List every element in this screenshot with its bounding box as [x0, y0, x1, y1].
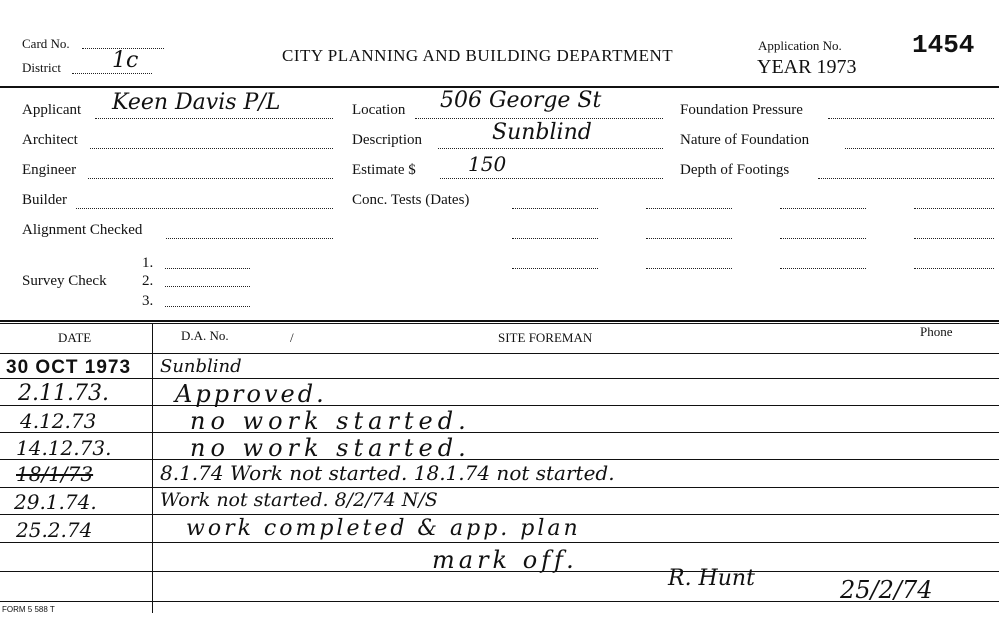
conc-line	[646, 238, 732, 239]
engineer-label: Engineer	[22, 162, 77, 178]
log-row-1-note: Sunblind	[160, 356, 242, 377]
row-line	[0, 542, 999, 543]
application-no-label: Application No.	[758, 38, 842, 53]
alignment-label: Alignment Checked	[22, 222, 143, 238]
row-line	[0, 378, 999, 379]
log-row-7-note: work completed & app. plan	[186, 516, 581, 541]
nature-line	[845, 148, 994, 149]
da-slash: /	[290, 330, 294, 345]
district-value: 1c	[112, 48, 139, 73]
district-label: District	[22, 60, 61, 75]
location-label: Location	[352, 102, 406, 118]
description-label: Description	[352, 132, 422, 148]
survey-1: 1.	[142, 255, 154, 271]
row-line	[0, 459, 999, 460]
estimate-label: Estimate $	[352, 162, 416, 178]
conc-line	[512, 208, 598, 209]
builder-label: Builder	[22, 192, 67, 208]
log-row-2-date: 2.11.73.	[18, 381, 109, 406]
log-row-4-note: no work started.	[190, 434, 471, 462]
survey-label: Survey Check	[22, 273, 107, 289]
site-foreman-header: SITE FOREMAN	[498, 330, 593, 345]
estimate-line	[440, 178, 663, 179]
row-line	[0, 514, 999, 515]
applicant-value: Keen Davis P/L	[112, 90, 281, 115]
conc-line	[780, 268, 866, 269]
applicant-label: Applicant	[22, 102, 82, 118]
date-header: DATE	[58, 330, 92, 345]
department-title: CITY PLANNING AND BUILDING DEPARTMENT	[282, 46, 674, 65]
log-row-6-date: 29.1.74.	[14, 490, 97, 514]
log-row-9-note: 25/2/74	[840, 576, 933, 604]
conc-line	[512, 238, 598, 239]
conc-line	[646, 268, 732, 269]
row-line	[0, 432, 999, 433]
architect-label: Architect	[22, 132, 78, 148]
application-no: 1454	[912, 30, 975, 60]
alignment-line	[166, 238, 333, 239]
foundation-pressure-line	[828, 118, 994, 119]
description-line	[438, 148, 663, 149]
log-row-3-note: no work started.	[190, 407, 471, 435]
conc-line	[646, 208, 732, 209]
depth-line	[818, 178, 994, 179]
log-row-2-note: Approved.	[175, 380, 327, 408]
engineer-line	[88, 178, 333, 179]
log-row-8-note: mark off.	[432, 546, 578, 574]
district-line	[72, 73, 152, 74]
estimate-value: 150	[468, 152, 507, 176]
location-value: 506 George St	[440, 88, 602, 113]
survey-3-line	[165, 306, 250, 307]
location-line	[415, 118, 663, 119]
survey-2: 2.	[142, 273, 154, 289]
date-column-divider	[152, 323, 153, 613]
log-row-1-date: 30 OCT 1973	[6, 357, 132, 378]
log-row-5-note: 8.1.74 Work not started. 18.1.74 not started.	[160, 461, 615, 485]
signature: R. Hunt	[668, 566, 755, 591]
nature-of-foundation-label: Nature of Foundation	[680, 132, 810, 148]
row-line	[0, 405, 999, 406]
log-row-5-date: 18/1/73	[16, 462, 94, 486]
survey-3: 3.	[142, 293, 154, 309]
conc-tests-label: Conc. Tests (Dates)	[352, 192, 470, 208]
conc-line	[914, 208, 994, 209]
conc-line	[914, 238, 994, 239]
row-line	[0, 487, 999, 488]
conc-line	[780, 208, 866, 209]
architect-line	[90, 148, 333, 149]
footer-code: FORM 5 588 T	[2, 605, 55, 614]
description-value: Sunblind	[492, 120, 592, 145]
divider-log-top-2	[0, 323, 999, 324]
survey-1-line	[165, 268, 250, 269]
log-row-7-date: 25.2.74	[16, 518, 93, 542]
log-row-3-date: 4.12.73	[20, 409, 97, 433]
row-line	[0, 353, 999, 354]
log-row-6-note: Work not started. 8/2/74 N/S	[160, 489, 438, 511]
log-row-4-date: 14.12.73.	[16, 436, 112, 460]
da-no-header: D.A. No.	[181, 328, 229, 343]
survey-2-line	[165, 286, 250, 287]
divider-log-top	[0, 320, 999, 322]
card-no-label: Card No.	[22, 36, 70, 51]
year-label: YEAR 1973	[757, 56, 857, 78]
builder-line	[76, 208, 333, 209]
conc-line	[914, 268, 994, 269]
conc-line	[780, 238, 866, 239]
applicant-line	[95, 118, 333, 119]
foundation-pressure-label: Foundation Pressure	[680, 102, 803, 118]
conc-line	[512, 268, 598, 269]
depth-of-footings-label: Depth of Footings	[680, 162, 790, 178]
phone-header: Phone	[920, 324, 953, 339]
